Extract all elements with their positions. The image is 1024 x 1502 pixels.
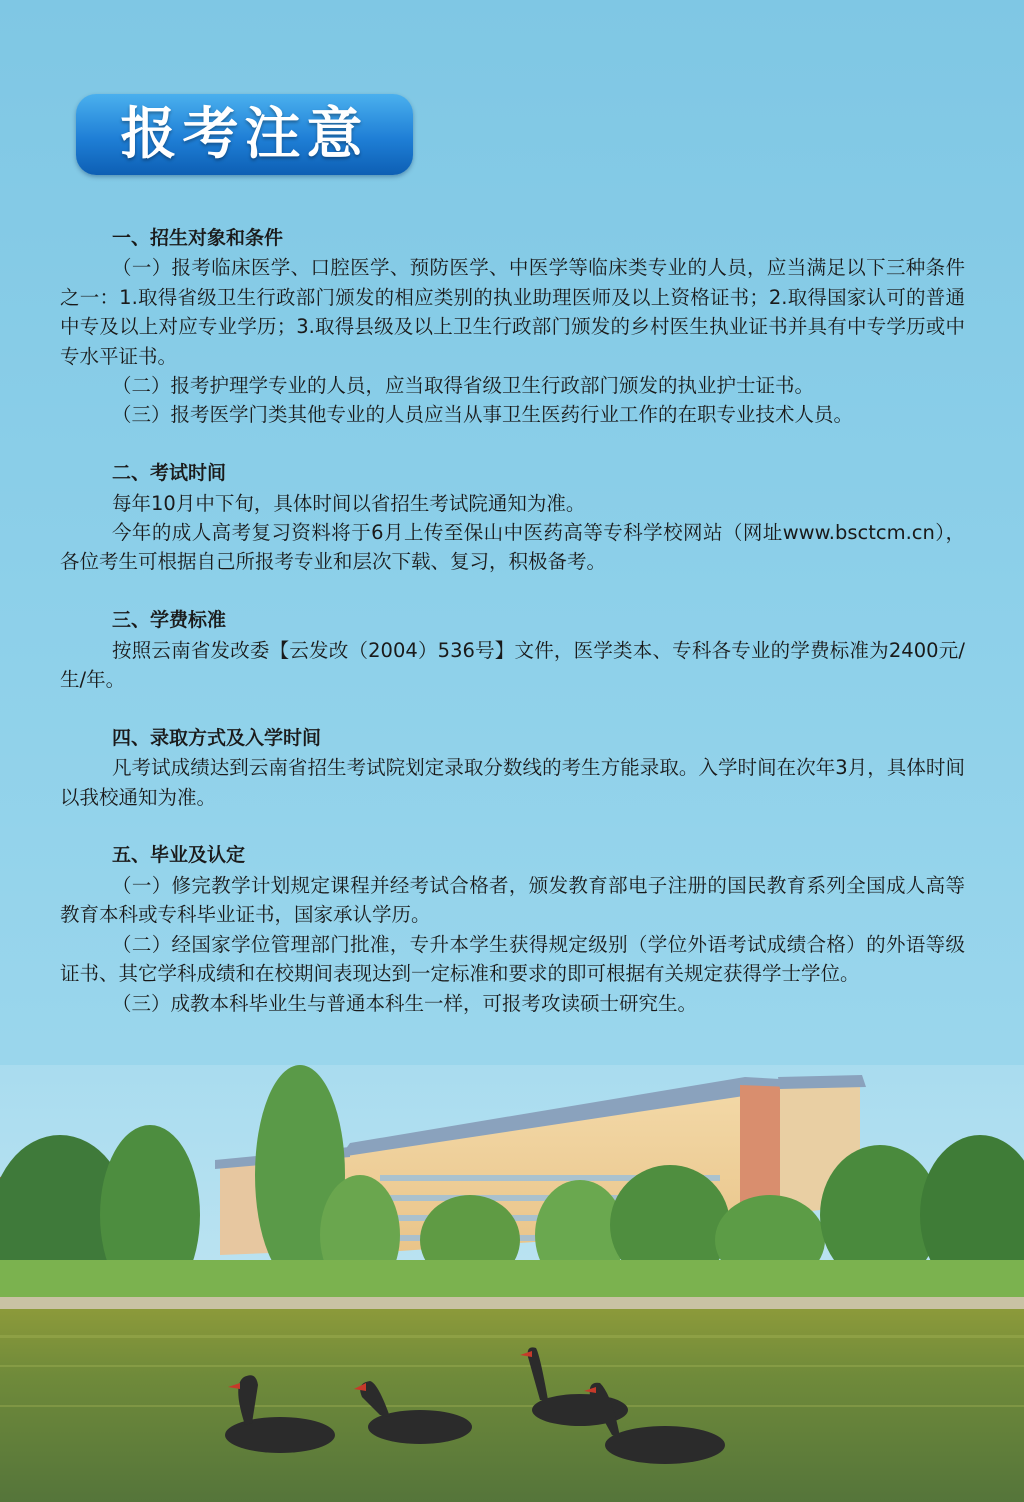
section-exam-time <box>60 459 965 577</box>
section-heading: 三、学费标准 <box>112 609 227 632</box>
notice-content <box>60 224 965 1047</box>
paragraph: （一）修完教学计划规定课程并经考试合格者，颁发教育部电子注册的国民教育系列全国成人高等教育本科或专科毕业证书，国家承认学历。 <box>60 873 965 927</box>
paragraph: （一）报考临床医学、口腔医学、预防医学、中医学等临床类专业的人员，应当满足以下三种条件之一：1.取得省级卫生行政部门颁发的相应类别的执业助理医师及以上资格证书；2.取得国家认可的普通中专及以上对应专业学历；3.取得县级及以上卫生行政部门颁发的乡村医生执业证书并具有中专学历或中专水平证书。 <box>60 256 965 368</box>
paragraph: 每年10月中下旬，具体时间以省招生考试院通知为准。 <box>112 491 586 515</box>
paragraph: （三）报考医学门类其他专业的人员应当从事卫生医药行业工作的在职专业技术人员。 <box>112 403 854 427</box>
section-graduation <box>60 841 965 1017</box>
paragraph: 按照云南省发改委【云发改（2004）536号】文件，医学类本、专科各专业的学费标准为2400元/生/年。 <box>60 638 965 692</box>
paragraph: （二）经国家学位管理部门批准，专升本学生获得规定级别（学位外语考试成绩合格）的外语等级证书、其它学科成绩和在校期间表现达到一定标准和要求的即可根据有关规定获得学士学位。 <box>60 932 965 986</box>
paragraph: （三）成教本科毕业生与普通本科生一样，可报考攻读硕士研究生。 <box>112 991 698 1015</box>
section-heading: 四、录取方式及入学时间 <box>112 726 322 749</box>
title-badge <box>76 94 413 175</box>
paragraph: 今年的成人高考复习资料将于6月上传至保山中医药高等专科学校网站（网址www.bsctcm.cn），各位考生可根据自己所报考专业和层次下载、复习，积极备考。 <box>60 521 965 574</box>
section-heading: 五、毕业及认定 <box>112 844 246 867</box>
section-heading: 二、考试时间 <box>112 462 227 485</box>
shoreline <box>0 1297 1024 1311</box>
section-tuition <box>60 606 965 694</box>
section-eligibility <box>60 224 965 430</box>
section-admission <box>60 724 965 812</box>
campus-lake-photo <box>0 1065 1024 1502</box>
page-title: 报考注意 <box>120 101 369 167</box>
paragraph: 凡考试成绩达到云南省招生考试院划定录取分数线的考生方能录取。入学时间在次年3月，具体时间以我校通知为准。 <box>60 756 965 809</box>
section-heading: 一、招生对象和条件 <box>112 227 284 249</box>
paragraph: （二）报考护理学专业的人员，应当取得省级卫生行政部门颁发的执业护士证书。 <box>112 374 815 398</box>
